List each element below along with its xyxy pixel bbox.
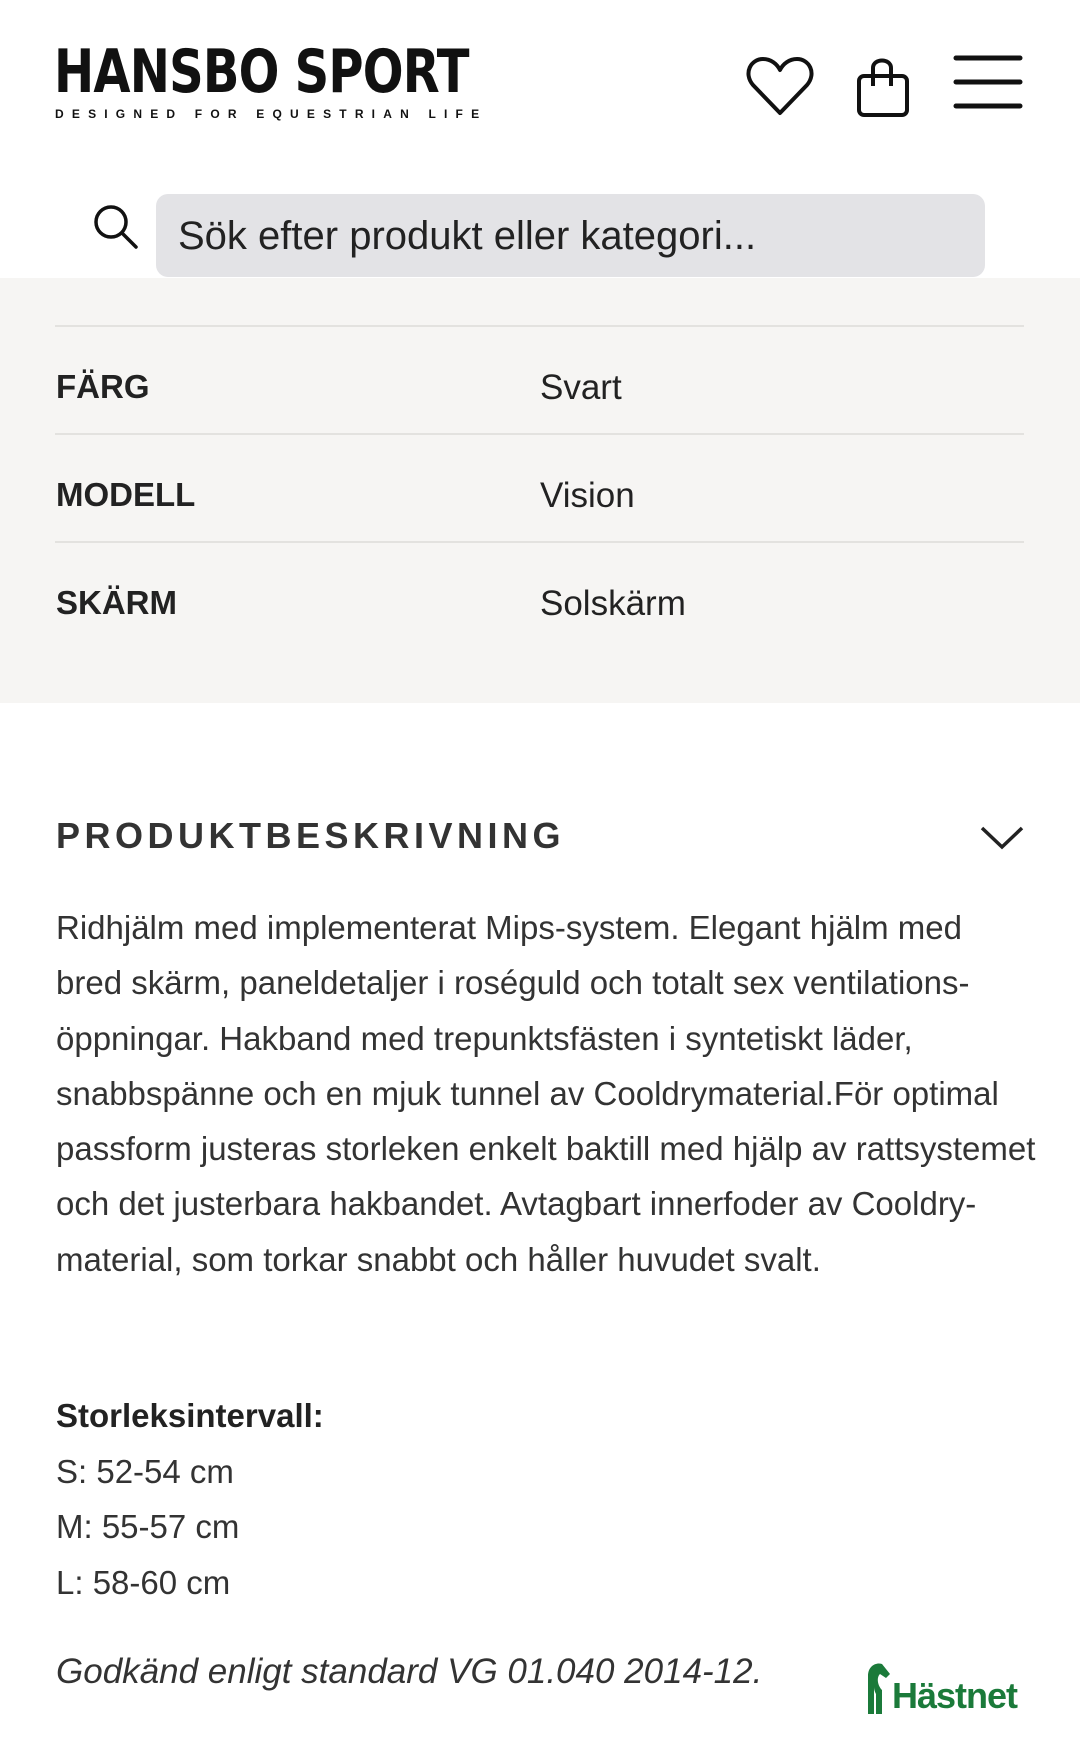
shopping-bag-icon[interactable] <box>856 56 912 118</box>
size-item: M: 55-57 cm <box>56 1508 240 1545</box>
attribute-value-visor: Solskärm <box>540 584 686 623</box>
search-input[interactable]: Sök efter produkt eller kategori... <box>156 194 985 277</box>
attribute-value-model: Vision <box>540 476 635 515</box>
size-item: L: 58-60 cm <box>56 1563 231 1601</box>
attribute-label-model: MODELL <box>56 476 196 513</box>
divider <box>55 433 1024 435</box>
brand-logo[interactable]: HANSBO SPORT <box>54 37 469 107</box>
attribute-label-color: FÄRG <box>56 368 150 405</box>
brand-tagline: DESIGNED FOR EQUESTRIAN LIFE <box>55 107 488 121</box>
divider <box>55 325 1024 327</box>
hastnet-logo[interactable] <box>864 1662 1017 1714</box>
attribute-value-color: Svart <box>540 368 622 407</box>
attribute-label-visor: SKÄRM <box>56 584 177 621</box>
menu-icon[interactable] <box>953 54 1023 110</box>
chevron-down-icon[interactable] <box>980 825 1024 851</box>
horse-head-icon <box>864 1662 892 1714</box>
size-item: S: 52-54 cm <box>56 1452 234 1490</box>
search-icon[interactable] <box>92 203 140 251</box>
heart-icon[interactable] <box>745 55 815 117</box>
size-range-title: Storleksintervall: <box>56 1397 324 1434</box>
description-text: Ridhjälm med implementerat Mips-system. Elegant hjälm med bred skärm, paneldetaljer i roséguld och totalt sex ventilations-öppningar. Hakband med trepunktsfästen i syntetiskt läder, snabbspänne och en mjuk tunnel av Cooldrymaterial.För optimal passform justeras storleken enkelt baktill med hjälp av rattsystemet och det justerbara hakbandet. Avtagbart innerfoder av Cooldry-material, som torkar snabbt och håller huvudet svalt. <box>56 909 1036 1278</box>
hastnet-logo-text: Hästnet <box>892 1675 1018 1716</box>
size-range <box>56 1388 324 1610</box>
standard-note: Godkänd enligt standard VG 01.040 2014-12. <box>56 1652 763 1691</box>
divider <box>55 541 1024 543</box>
description-heading[interactable]: PRODUKTBESKRIVNING <box>56 815 566 856</box>
